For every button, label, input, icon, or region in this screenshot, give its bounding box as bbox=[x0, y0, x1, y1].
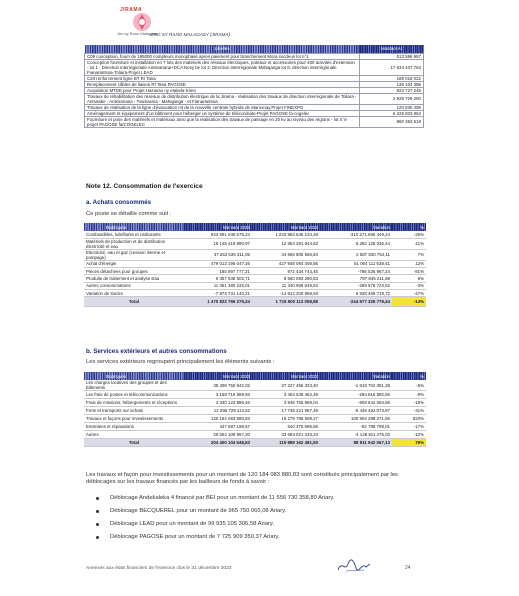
list-item-text: Déblocage LEAD pour un montant de 99 935 105 306,58 Ariary. bbox=[110, 521, 274, 527]
list-item bbox=[96, 521, 334, 534]
project-amount: 860 353 618 bbox=[360, 116, 424, 127]
project-amount: 189 018 022 bbox=[360, 75, 424, 81]
amount-2022: 3 463 536 462,49 bbox=[252, 391, 320, 399]
bullet-icon bbox=[96, 510, 99, 513]
amount-2023: 120 184 083 880,83 bbox=[184, 415, 252, 423]
table-row bbox=[84, 415, 426, 423]
amount-2023: 923 691 048 675,24 bbox=[184, 231, 252, 238]
table-row bbox=[85, 116, 424, 127]
variation: 6 938 469 719,72 bbox=[320, 289, 392, 296]
table-row bbox=[85, 59, 424, 75]
column-header-rubriques: Rubriques bbox=[84, 223, 184, 231]
amount-2023: 18 145 419 880,97 bbox=[184, 238, 252, 249]
project-label: Travaux de réalisation de la ligne d'évacuation mt de la nouvelle centrale hybride de Marovoay.Projet FINEXPO bbox=[85, 104, 360, 110]
amount-2022: 540 375 996,58 bbox=[252, 423, 320, 431]
variation: -294 816 892,56 bbox=[320, 391, 392, 399]
total-variation: -244 677 326 779,44 bbox=[320, 297, 392, 307]
list-item bbox=[96, 508, 334, 521]
row-label: Autres consommations bbox=[84, 282, 184, 289]
variation: 797 845 211,88 bbox=[320, 275, 392, 282]
amount-2023: 479 012 196 047,26 bbox=[184, 260, 252, 267]
amount-2022: 37 227 455 323,40 bbox=[252, 380, 320, 391]
variation: -5 448 492 873,87 bbox=[320, 407, 392, 415]
row-label: Frais de missions, hébergements et réceptions bbox=[84, 399, 184, 407]
row-label: Autres bbox=[84, 431, 184, 439]
variation: -289 578 723,52 bbox=[320, 282, 392, 289]
variation: -4 128 911 276,03 bbox=[320, 431, 392, 439]
project-amount: 2 925 729 260 bbox=[360, 93, 424, 104]
project-label: Travaux de réhabilitation des réseaux de distribution électrique de la Jirama - réalisation des travaux de direction interrégionale de Toliara - Antsirabe - Antsiranana - Toamasina - Mahajanga - et Fianarantsoa bbox=[85, 93, 360, 104]
amount-2023: -7 874 731 140,21 bbox=[184, 289, 252, 296]
bullet-icon bbox=[96, 536, 99, 539]
variation-percent: 9% bbox=[392, 275, 426, 282]
variation-percent: 523% bbox=[392, 415, 426, 423]
logo-text: JIRAMA bbox=[120, 7, 143, 13]
variation-percent: 7% bbox=[392, 249, 426, 260]
total-2022: 1 715 500 113 058,88 bbox=[252, 297, 320, 307]
section-a-title: a. Achats consommés bbox=[86, 199, 152, 206]
column-header-libelles: Libellés bbox=[85, 45, 360, 53]
column-header-2023: Montant 2023 bbox=[184, 372, 252, 380]
project-label: C09 conception, fourn de 195000 compteurs monophasé apres paiement pour branchement Mora socdeus lot n°1 bbox=[85, 53, 360, 59]
amount-2023: 9 357 938 502,71 bbox=[184, 275, 252, 282]
amount-2022: 34 665 805 556,94 bbox=[252, 249, 320, 260]
table-row bbox=[84, 431, 426, 439]
project-label: Acquisition MTDE pour Projet Hazavao ny etakela-trano bbox=[85, 87, 360, 93]
total-label: Total bbox=[84, 439, 184, 447]
achats-table bbox=[84, 223, 426, 307]
variation: -310 271 596 449,24 bbox=[320, 231, 392, 238]
project-label: C20 renforcement ligne BT RI Tana bbox=[85, 75, 360, 81]
variation-percent: -47% bbox=[392, 289, 426, 296]
row-label: Combustibles, lubrifiants et carburants bbox=[84, 231, 184, 238]
row-label: Achat d'énergie bbox=[84, 260, 184, 267]
column-header-variation: Variation bbox=[320, 372, 392, 380]
row-label: Produits de traitement et analyse Eau bbox=[84, 275, 184, 282]
variation-percent: -31% bbox=[392, 407, 426, 415]
column-header-percent: % bbox=[392, 372, 426, 380]
project-label: Aménagement et équipement d'un bâtiment pour héberger un système de téléconduite-Projet PAGOSE fa-cogelec bbox=[85, 110, 360, 116]
variation: 5 282 128 036,44 bbox=[320, 238, 392, 249]
row-label: Electricité, eau et gaz (cession interne et pompage) bbox=[84, 249, 184, 260]
table-row bbox=[84, 423, 426, 431]
amount-2022: 3 948 765 969,04 bbox=[252, 399, 320, 407]
section-b-title: b. Services extérieurs et autres consommations bbox=[86, 348, 227, 355]
projects-table bbox=[84, 45, 424, 128]
amount-2023: 37 253 636 311,05 bbox=[184, 249, 252, 260]
variation-percent: -3% bbox=[392, 282, 426, 289]
table-row bbox=[84, 407, 426, 415]
table-row bbox=[84, 289, 426, 296]
variation: 2 587 830 754,11 bbox=[320, 249, 392, 260]
section-b-intro: Les services extérieurs regroupent principalement les éléments suivants : bbox=[86, 359, 275, 365]
table-row bbox=[84, 260, 426, 267]
variation: -786 536 967,24 bbox=[320, 268, 392, 275]
table-row bbox=[84, 380, 426, 391]
note-title: Note 12. Consommation de l'exercice bbox=[86, 183, 203, 190]
variation-percent: -17% bbox=[392, 423, 426, 431]
variation-percent: 12% bbox=[392, 260, 426, 267]
list-item-text: Déblocage BECQUEREL pour un montant de 965 750 065,08 Ariary. bbox=[110, 508, 287, 514]
table-row bbox=[84, 391, 426, 399]
total-label: Total bbox=[84, 297, 184, 307]
project-label: Remplacement câbles de liaison RI Tana PAGOSE bbox=[85, 81, 360, 87]
variation-percent: -15% bbox=[392, 399, 426, 407]
variation-percent: -25% bbox=[392, 231, 426, 238]
row-label: Frets et transports sur achats bbox=[84, 407, 184, 415]
variation-percent: -9% bbox=[392, 391, 426, 399]
project-amount: 513 586 957 bbox=[360, 53, 424, 59]
column-header-2023: Montant 2023 bbox=[184, 223, 252, 231]
project-amount: 6 228 933 954 bbox=[360, 110, 424, 116]
amount-2022: 19 279 785 509,27 bbox=[252, 415, 320, 423]
table-row bbox=[84, 282, 426, 289]
amount-2023: 35 408 750 942,02 bbox=[184, 380, 252, 391]
total-2022: 115 888 162 481,50 bbox=[252, 439, 320, 447]
list-item-text: Déblocage Andekaleka 4 financé par BEI pour un montant de 11 556 730 358,80 Ariary. bbox=[110, 495, 335, 501]
variation-percent: -12% bbox=[392, 431, 426, 439]
project-label: Conception fourniture et installation en 7 lots des matériels des réseaux électriques, poteaux et accessoires pour 400 activités d'extension - lot 1 : Direction interrégionale Antsiranana+DCA Nosy be lot 2: Direction interrégionale Mahajanga lot 6: direction interrégionale Fianarantsoa-Toliara-Projet LEAD bbox=[85, 59, 360, 75]
amount-2022: -14 813 200 859,93 bbox=[252, 289, 320, 296]
project-amount: 822 727 245 bbox=[360, 87, 424, 93]
total-2023: 204 400 104 548,63 bbox=[184, 439, 252, 447]
amount-2023: 3 168 719 569,93 bbox=[184, 391, 252, 399]
total-row bbox=[84, 439, 426, 447]
section-a-intro: Ce poste se détaille comme suit : bbox=[86, 211, 172, 217]
column-header-percent: % bbox=[392, 223, 426, 231]
amount-2022: 33 683 021 233,23 bbox=[252, 431, 320, 439]
amount-2022: 1 233 962 645 124,48 bbox=[252, 231, 320, 238]
achats-table-header bbox=[84, 223, 426, 231]
variation: 100 904 298 371,56 bbox=[320, 415, 392, 423]
amount-2022: 11 340 958 948,53 bbox=[252, 282, 320, 289]
list-item bbox=[96, 495, 334, 508]
amount-2023: 3 340 123 886,46 bbox=[184, 399, 252, 407]
column-header-rubriques: Rubriques bbox=[84, 372, 184, 380]
row-label: Les frais de postes et télécommunications bbox=[84, 391, 184, 399]
project-amount: 120 835 495 bbox=[360, 104, 424, 110]
row-label: Travaux et façons pour investissements bbox=[84, 415, 184, 423]
variation: 51 064 111 638,41 bbox=[320, 260, 392, 267]
table-row bbox=[85, 93, 424, 104]
table-row bbox=[84, 231, 426, 238]
column-header-2022: Montant 2022 bbox=[252, 223, 320, 231]
amount-2022: 8 560 093 290,83 bbox=[252, 275, 320, 282]
amount-2022: 427 948 084 408,85 bbox=[252, 260, 320, 267]
project-label: Fourniture et pose des matériels et matériaux ainsi que la réalisation des travaux de passage en 20 kv au niveau des régions - lot n°4-projet PAGOSE fa/COGELEC bbox=[85, 116, 360, 127]
closing-paragraph: Les travaux et façon pour investissements pour un montant de 120 184 083 880,83 sont constitués principalement par les déblocages sur les travaux financés par les bailleurs de fonds à savoir : bbox=[86, 472, 398, 485]
signature-icon bbox=[336, 558, 372, 574]
company-name: JIRO SY RANO MALAGASY (JIRAMA) bbox=[150, 32, 230, 37]
total-percent: -14% bbox=[392, 297, 426, 307]
bullet-icon bbox=[96, 497, 99, 500]
variation-percent: -5% bbox=[392, 380, 426, 391]
project-amount: 136 104 386 bbox=[360, 81, 424, 87]
variation: -92 788 798,01 bbox=[320, 423, 392, 431]
column-header-2022: Montant 2022 bbox=[252, 372, 320, 380]
amount-2023: 29 554 109 957,20 bbox=[184, 431, 252, 439]
row-label: Pièces détachées pour groupes bbox=[84, 268, 184, 275]
logo-subtitle: Jiro sy Rano Malagasy bbox=[117, 31, 158, 36]
amount-2022: 17 745 221 987,49 bbox=[252, 407, 320, 415]
page-number: 24 bbox=[405, 565, 411, 571]
table-row bbox=[84, 268, 426, 275]
list-item-text: Déblocage PAGOSE pour un montant de 7 725 909 350,37 Ariary. bbox=[110, 534, 280, 540]
project-amount: 17 634 437 763 bbox=[360, 59, 424, 75]
total-2023: 1 470 822 766 279,24 bbox=[184, 297, 252, 307]
projects-table-header bbox=[85, 45, 424, 53]
column-header-montant: Montant Ar bbox=[360, 45, 424, 53]
variation-percent: -81% bbox=[392, 268, 426, 275]
bullet-icon bbox=[96, 523, 99, 526]
list-item bbox=[96, 534, 334, 547]
table-row bbox=[84, 399, 426, 407]
amount-2023: 185 897 777,21 bbox=[184, 268, 252, 275]
deblocage-list bbox=[96, 495, 334, 547]
total-percent: 76% bbox=[392, 439, 426, 447]
amount-2022: 12 863 291 844,53 bbox=[252, 238, 320, 249]
total-variation: 88 511 942 067,13 bbox=[320, 439, 392, 447]
total-row bbox=[84, 297, 426, 307]
amount-2023: 11 051 380 225,01 bbox=[184, 282, 252, 289]
table-row bbox=[84, 238, 426, 249]
row-label: Entretiens et réparations bbox=[84, 423, 184, 431]
row-label: Variation de stocks bbox=[84, 289, 184, 296]
amount-2022: 972 434 744,45 bbox=[252, 268, 320, 275]
amount-2023: 447 587 198,57 bbox=[184, 423, 252, 431]
row-label: Les charges locatives des groupes et des bâtiments bbox=[84, 380, 184, 391]
services-table-header bbox=[84, 372, 426, 380]
services-table bbox=[84, 372, 426, 447]
variation-percent: 41% bbox=[392, 238, 426, 249]
table-row bbox=[84, 249, 426, 260]
row-label: Matériels de production et de distribution électricité et eau bbox=[84, 238, 184, 249]
page-footer: Annexes aux états financiers de l'exercice clos le 31 décembre 2023 bbox=[86, 566, 232, 571]
variation: -608 642 084,58 bbox=[320, 399, 392, 407]
column-header-variation: Variation bbox=[320, 223, 392, 231]
variation: -1 818 704 381,38 bbox=[320, 380, 392, 391]
table-row bbox=[84, 275, 426, 282]
amount-2023: 12 296 729 113,62 bbox=[184, 407, 252, 415]
